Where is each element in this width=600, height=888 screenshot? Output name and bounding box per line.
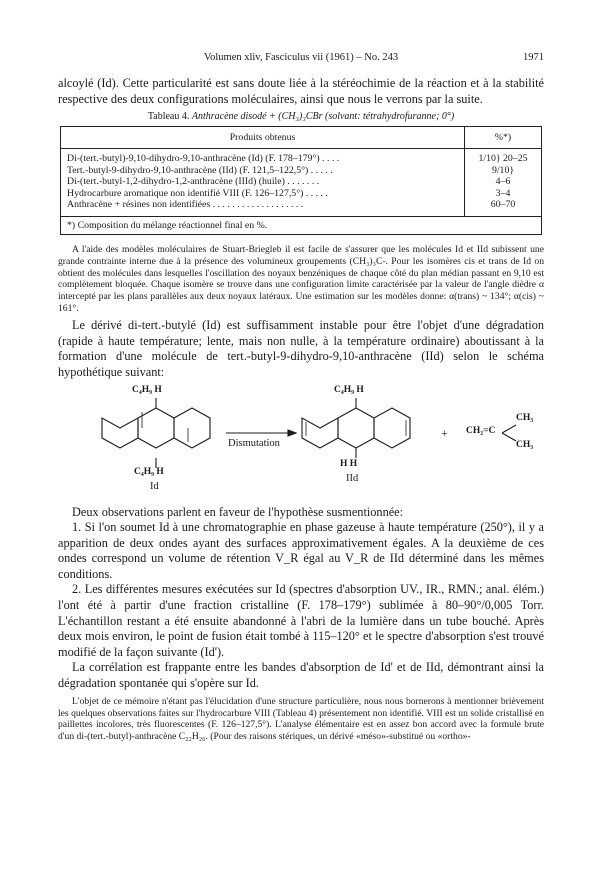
paragraph-observation-2: 2. Les différentes mesures exécutées sur Id (spectres d'absorption UV., IR., RMN.; anal. élém.) l'ont été à partir d'une fraction cristalline (F. 178–179°) sublimée à 80–90°/0,005 Torr. L'échantillon restant a été ensuite abandonné à l'abri de la lumière dans un tube bouché. Après deux mois environ, le point de fusion était tombé à 115–120° et le spectre d'absorption s'est trouvé modifié de la façon suivante (Id'). [58, 582, 544, 659]
journal-volume-line: Volumen xliv, Fasciculus vii (1961) – No. 243 [203, 52, 399, 63]
isobutene-methyl-bottom: CH₃ [516, 439, 534, 450]
isobutene-chain: CH₂=C [466, 425, 496, 436]
paragraph-intro: alcoylé (Id). Cette particularité est sans doute liée à la stéréochimie de la réaction et à la stabilité respective des deux configurations moléculaires, ainsi que nous le verrons par la suite. [58, 76, 544, 106]
arrow-label: Dismutation [228, 437, 280, 449]
table-row [61, 176, 542, 188]
value-cell: 1/10} 20–25 [465, 149, 542, 165]
paragraph-observation-1: 1. Si l'on soumet Id à une chromatographie en phase gazeuse à haute température (250°), il y a apparition de deux ondes ayant des surfaces approximativement égales. A la deuxième de ces ondes correspond un volume de rétention V_R égal au V_R de IId déterminé dans les mêmes conditions. [58, 520, 544, 581]
reaction-scheme [58, 385, 544, 501]
small-paragraph-hydrocarbon: L'objet de ce mémoire n'étant pas l'élucidation d'une structure particulière, nous nous bornerons à mentionner brièvement les quelques observations faites sur l'hydrocarbure VIII (Tableau 4) présentement non identifié. VIII est un solide cristallisé en paillettes incolores, très fluorescentes (F. 126–127,5°). L'analyse élémentaire est en assez bon accord avec la formule brute d'un di-(tert.-butyl)-anthracène C₂₂H₂₆. (Pour des raisons stériques, un dérivé «méso»-substitué ou «ortho»- [58, 695, 544, 743]
plus-sign: + [441, 425, 448, 440]
running-header [58, 52, 544, 66]
left-ring-right [174, 408, 210, 448]
table-row [61, 199, 542, 216]
table-4 [60, 126, 542, 235]
left-ring-center [138, 408, 174, 448]
paragraph-derivative: Le dérivé di-tert.-butylé (Id) est suffisamment instable pour être l'objet d'une dégradation (rapide à haute température; lente, mais non nulle, à la température ordinaire) aboutissant à la formation d'une molécule de tert.-butyl-9-dihydro-9,10-anthracène (IId) selon le schéma hypothétique suivant: [58, 318, 544, 379]
table-row [61, 165, 542, 177]
product-cell: Anthracène + résines non identifiées . . . . . . . . . . . . . . . . . . . [61, 199, 465, 216]
mid-top-substituents: C₄H₉ H [334, 384, 364, 395]
table-row [61, 149, 542, 165]
table-header-row [61, 127, 542, 149]
header-percent: %*) [465, 127, 542, 149]
isobutene-methyl-top: CH₃ [516, 412, 534, 423]
product-cell: Tert.-butyl-9-dihydro-9,10-anthracène (IId) (F. 121,5–122,5°) . . . . . [61, 165, 465, 177]
table-row [61, 188, 542, 200]
paragraph-correlation: La corrélation est frappante entre les bandes d'absorption de Id' et de IId, démontrant ainsi la dégradation spontanée qui s'opère sur Id. [58, 660, 544, 691]
reaction-scheme-drawing [58, 385, 544, 501]
compound-label-id: Id [150, 480, 159, 492]
value-cell: 3–4 [465, 188, 542, 200]
value-cell: 4–6 [465, 176, 542, 188]
table-caption-prefix: Tableau 4. [147, 111, 190, 123]
paragraph-observations: Deux observations parlent en faveur de l'hypothèse susmentionnée: [72, 504, 404, 519]
table-caption [58, 111, 544, 122]
page-number: 1971 [523, 52, 544, 63]
table-footnote-row [61, 216, 542, 234]
value-cell: 60–70 [465, 199, 542, 216]
table-caption-title: Anthracène disodé + (CH₃)₃CBr (solvant: tétrahydrofuranne; 0°) [191, 111, 455, 123]
table-footnote: *) Composition du mélange réactionnel final en %. [61, 216, 542, 234]
left-ring-left [102, 418, 138, 448]
left-top-substituents: C₄H₉ H [132, 384, 162, 395]
product-cell: Di-(tert.-butyl)-9,10-dihydro-9,10-anthracène (Id) (F. 178–179°) . . . . [61, 149, 465, 165]
small-paragraph-models: A l'aide des modèles moléculaires de Stuart-Briegleb il est facile de s'assurer que les molécules Id et IId subissent une grande contrainte interne due à la présence des volumineux groupements (CH₃)₃C-. Pour les isomères cis et trans de Id on obtient des molécules dans lesquelles l'oscillation des noyaux benzéniques de chaque côté du plan médian passant en 9,10 est complètement bloquée. Chaque isomère se trouve dans une configuration limite caractérisée par la valeur de l'angle dièdre α intercepté par les plans parallèles aux deux noyaux latéraux. Une estimation sur les modèles donne: α(trans) ~ 134°; α(cis) ~ 161°. [58, 243, 544, 315]
compound-label-iid: IId [346, 472, 359, 484]
header-products: Produits obtenus [61, 127, 465, 149]
article-body [58, 76, 544, 743]
mid-bottom-substituents: H H [340, 458, 358, 469]
left-bottom-substituents: C₄H₉ H [134, 466, 164, 477]
product-cell: Di-(tert.-butyl-1,2-dihydro-1,2-anthracène (IIId) (huile) . . . . . . . [61, 176, 465, 188]
value-cell: 9/10} [465, 165, 542, 177]
product-cell: Hydrocarbure aromatique non identifié VIII (F. 126–127,5°) . . . . . [61, 188, 465, 200]
